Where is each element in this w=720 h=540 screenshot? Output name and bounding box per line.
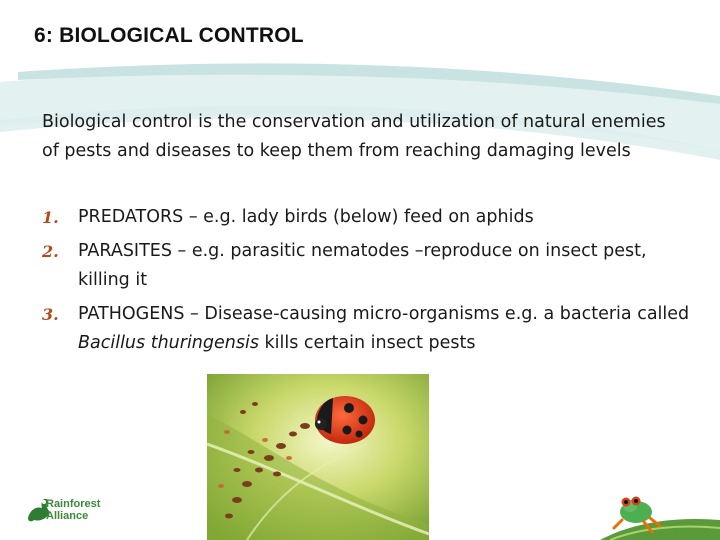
ladybird — [315, 396, 375, 444]
list-item-text-before: PATHOGENS – Disease-causing micro-organisms e.g. a bacteria called — [78, 304, 690, 324]
title-text: BIOLOGICAL CONTROL — [59, 24, 304, 47]
ladybird-aphids-photo — [207, 374, 429, 540]
species-name: Bacillus thuringensis — [78, 333, 259, 353]
list-item-text: PREDATORS – e.g. lady birds (below) feed on aphids — [78, 207, 534, 227]
list-marker: 2. — [42, 242, 59, 261]
control-list — [42, 203, 702, 363]
frog-on-leaf-icon — [600, 476, 720, 540]
list-item-parasites — [42, 237, 702, 295]
page-title — [34, 24, 304, 48]
logo-line1: Rainforest — [46, 498, 101, 510]
list-item-text-after: kills certain insect pests — [258, 333, 476, 353]
list-marker: 1. — [42, 208, 59, 227]
title-number: 6: — [34, 24, 54, 47]
intro-paragraph: Biological control is the conservation and utilization of natural enemies of pests and diseases to keep them from reaching damaging levels — [42, 112, 666, 161]
list-item-text: PARASITES – e.g. parasitic nematodes –reproduce on insect pest, killing it — [78, 241, 647, 290]
list-item-pathogens — [42, 300, 702, 358]
logo-text — [46, 498, 100, 522]
list-marker: 3. — [42, 305, 59, 324]
logo-line2: Alliance — [46, 510, 89, 522]
list-item-predators — [42, 203, 702, 232]
